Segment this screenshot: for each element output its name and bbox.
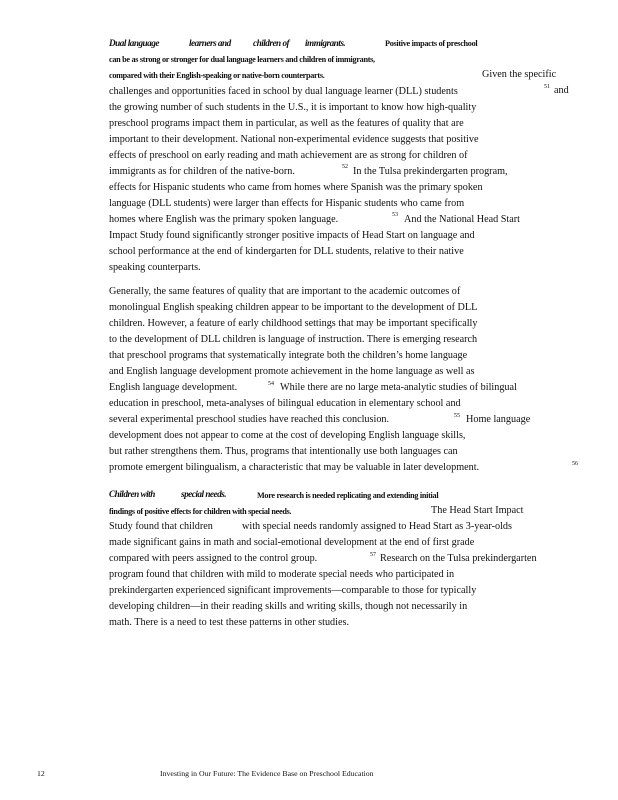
- body-line: challenges and opportunities faced in school by dual language learner (DLL) students: [109, 86, 458, 97]
- body-line: effects for Hispanic students who came from homes where Spanish was the primary spoken: [109, 182, 483, 193]
- body-line: Study found that children: [109, 521, 213, 532]
- body-line: but rather strengthens them. Thus, programs that intentionally use both languages can: [109, 446, 458, 457]
- section-summary-dll-3: compared with their English-speaking or native-born counterparts.: [109, 71, 325, 80]
- body-line: important to their development. National non-experimental evidence suggests that positive: [109, 134, 479, 145]
- body-line: the growing number of such students in the U.S., it is important to know how high-quality: [109, 102, 477, 113]
- section-heading-special-needs-1: Children with: [109, 489, 155, 499]
- body-line: effects of preschool on early reading and math achievement are as strong for children of: [109, 150, 468, 161]
- footnote-ref: 55: [454, 413, 460, 419]
- body-line: prekindergarten experienced significant improvements—comparable to those for typically: [109, 585, 477, 596]
- body-line: with special needs randomly assigned to Head Start as 3-year-olds: [242, 521, 512, 532]
- footnote-ref: 53: [392, 212, 398, 218]
- body-line: education in preschool, meta-analyses of bilingual education in elementary school and: [109, 398, 461, 409]
- section-summary-dll-2: can be as strong or stronger for dual language learners and children of immigrants,: [109, 55, 375, 64]
- body-line: that preschool programs that systematically integrate both the children’s home language: [109, 350, 468, 361]
- section-heading-dll-4: immigrants.: [305, 38, 346, 48]
- body-line: Home language: [466, 414, 531, 425]
- footnote-ref: 54: [268, 381, 274, 387]
- body-line: children. However, a feature of early childhood settings that may be important specifically: [109, 318, 478, 329]
- body-line: math. There is a need to test these patterns in other studies.: [109, 617, 350, 628]
- footnote-ref: 52: [342, 164, 348, 170]
- body-line: several experimental preschool studies have reached this conclusion.: [109, 414, 390, 425]
- body-line: made significant gains in math and social-emotional development at the end of first grade: [109, 537, 475, 548]
- body-line: language (DLL students) were larger than effects for Hispanic students who came from: [109, 198, 465, 209]
- body-line: compared with peers assigned to the control group.: [109, 553, 318, 564]
- footnote-ref: 56: [572, 461, 578, 467]
- body-line: Research on the Tulsa prekindergarten: [380, 553, 537, 564]
- body-line: immigrants as for children of the native-born.: [109, 166, 295, 177]
- section-heading-special-needs-2: special needs.: [181, 489, 227, 499]
- section-heading-dll-3: children of: [253, 38, 290, 48]
- body-line: promote emergent bilingualism, a characteristic that may be valuable in later development.: [109, 462, 480, 473]
- page-number: 12: [37, 769, 45, 778]
- body-line: development does not appear to come at the cost of developing English language skills,: [109, 430, 466, 441]
- body-line: speaking counterparts.: [109, 262, 201, 273]
- body-line: Generally, the same features of quality that are important to the academic outcomes of: [109, 286, 461, 297]
- section-heading-dll-1: Dual language: [109, 38, 159, 48]
- body-line: The Head Start Impact: [431, 505, 524, 516]
- body-line: In the Tulsa prekindergarten program,: [353, 166, 508, 177]
- body-line: preschool programs impact them in particular, as well as the features of quality that are: [109, 118, 464, 129]
- body-line: program found that children with mild to moderate special needs who participated in: [109, 569, 455, 580]
- body-line: English language development.: [109, 382, 238, 393]
- body-line: Given the specific: [482, 69, 557, 80]
- section-heading-dll-2: learners and: [189, 38, 231, 48]
- body-line: homes where English was the primary spoken language.: [109, 214, 339, 225]
- body-line: monolingual English speaking children appear to be important to the development of DLL: [109, 302, 478, 313]
- section-summary-special-needs-2: findings of positive effects for children with special needs.: [109, 507, 292, 516]
- body-line: And the National Head Start: [404, 214, 520, 225]
- footnote-ref: 51: [544, 84, 550, 90]
- body-line: While there are no large meta-analytic studies of bilingual: [280, 382, 517, 393]
- body-line: and: [554, 85, 569, 96]
- body-line: developing children—in their reading skills and writing skills, though not necessarily in: [109, 601, 468, 612]
- body-line: school performance at the end of kindergarten for DLL students, relative to their native: [109, 246, 464, 257]
- footnote-ref: 57: [370, 552, 376, 558]
- body-line: to the development of DLL children is language of instruction. There is emerging research: [109, 334, 478, 345]
- section-summary-special-needs-1: More research is needed replicating and extending initial: [257, 491, 439, 500]
- body-line: and English language development promote achievement in the home language as well as: [109, 366, 475, 377]
- section-summary-dll-1: Positive impacts of preschool: [385, 39, 478, 48]
- footer-title: Investing in Our Future: The Evidence Base on Preschool Education: [160, 769, 374, 778]
- body-line: Impact Study found significantly stronger positive impacts of Head Start on language and: [109, 230, 475, 241]
